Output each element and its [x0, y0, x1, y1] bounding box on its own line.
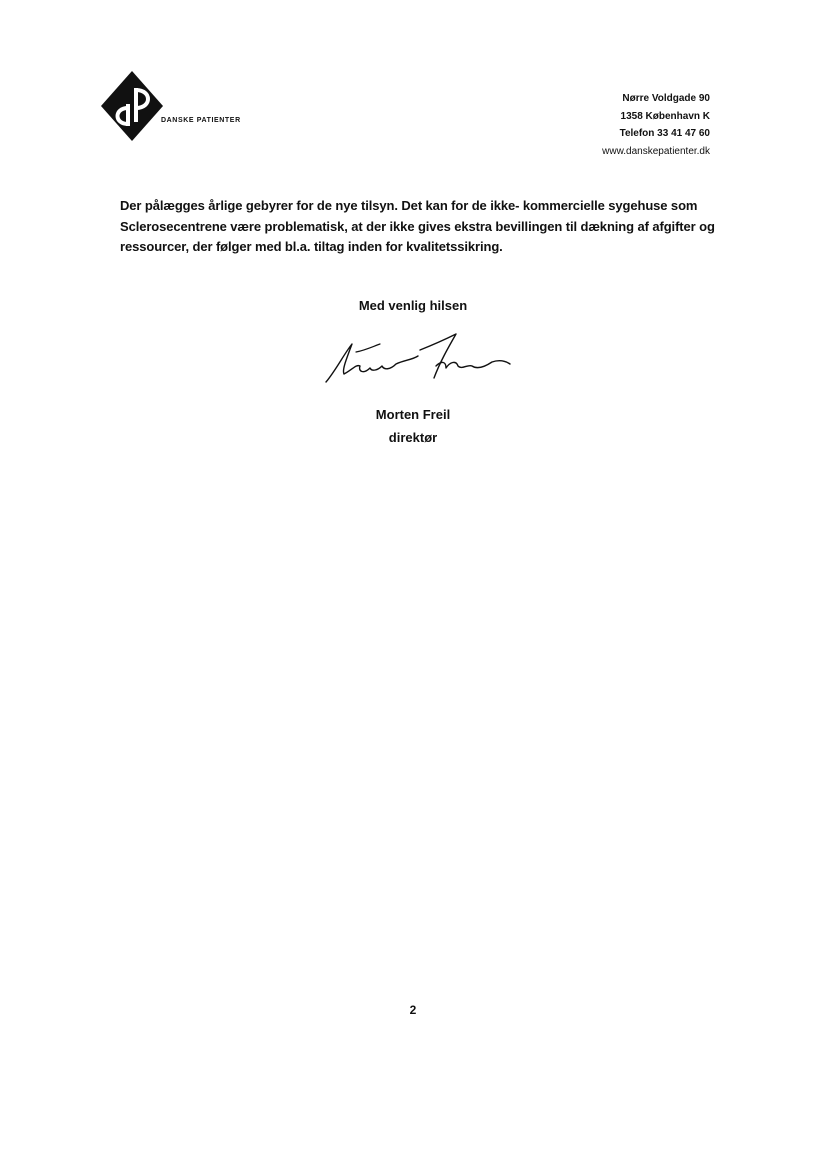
logo-diamond-icon	[100, 70, 164, 142]
paragraph-line: ressourcer, der følger med bl.a. tiltag inden for kvalitetssikring.	[120, 239, 503, 254]
handwritten-signature	[322, 330, 512, 388]
letter-paragraph	[120, 196, 720, 258]
signer-name: Morten Freil	[375, 407, 451, 422]
page-number: 2	[409, 1003, 417, 1017]
address-street: Nørre Voldgade 90	[622, 93, 710, 104]
danske-patienter-logo	[100, 70, 250, 142]
sender-address	[602, 90, 710, 160]
address-phone: Telefon 33 41 47 60	[619, 128, 710, 139]
closing-greeting: Med venlig hilsen	[358, 298, 468, 313]
address-city: 1358 København K	[620, 110, 710, 122]
address-website: www.danskepatienter.dk	[602, 145, 710, 157]
logo-caption: DANSKE PATIENTER	[161, 117, 241, 124]
signer-title: direktør	[388, 430, 438, 445]
paragraph-line: Sclerosecentrene være problematisk, at der ikke gives ekstra bevillingen til dækning af afgifter og	[120, 218, 715, 234]
paragraph-line: Der pålægges årlige gebyrer for de nye tilsyn. Det kan for de ikke- kommercielle sygehuse som	[120, 198, 698, 213]
